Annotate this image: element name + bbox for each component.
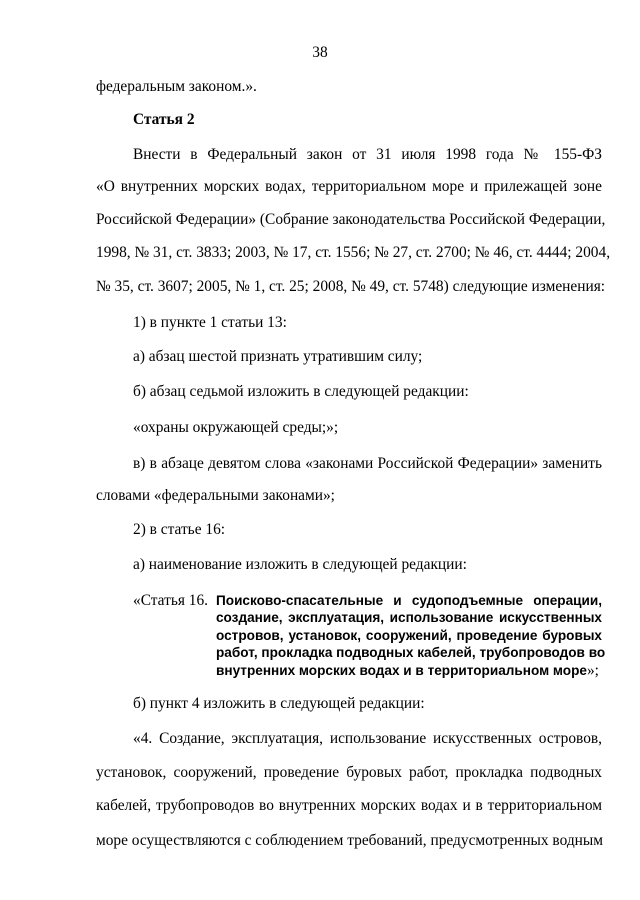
article16-title-line-last [216, 662, 602, 679]
article16-title [216, 592, 606, 679]
paragraph-line: 1998, № 31, ст. 3833; 2003, № 17, ст. 1556; № 27, ст. 2700; № 46, ст. 4444; 2004, [96, 244, 611, 261]
article16-title-line: островов, установок, сооружений, проведение буровых [216, 627, 602, 643]
list-item: а) абзац шестой признать утратившим силу; [133, 348, 423, 365]
paragraph-line: море осуществляются с соблюдением требований, предусмотренных водным [96, 832, 603, 849]
article16-label: «Статья 16. [133, 592, 209, 609]
list-item: б) пункт 4 изложить в следующей редакции: [133, 695, 425, 712]
list-item: 1) в пункте 1 статьи 13: [133, 314, 287, 331]
paragraph-line: словами «федеральными законами»; [96, 487, 335, 504]
article-heading: Статья 2 [133, 111, 195, 128]
paragraph-line: «О внутренних морских водах, территориальном море и прилежащей зоне [96, 178, 602, 195]
paragraph-line: «4. Создание, эксплуатация, использование искусственных островов, [133, 730, 602, 747]
paragraph-line: кабелей, трубопроводов во внутренних морских водах и в территориальном [96, 797, 602, 814]
article16-title-text: внутренних морских водах и в территориальном море [216, 662, 587, 678]
paragraph-line: Российской Федерации» (Собрание законодательства Российской Федерации, [96, 211, 606, 228]
list-item: б) абзац седьмой изложить в следующей редакции: [133, 383, 469, 400]
continuation-line: федеральным законом.». [96, 78, 257, 95]
list-item: в) в абзаце девятом слова «законами Российской Федерации» заменить [133, 455, 602, 472]
article16-title-line: создание, эксплуатация, использование искусственных [216, 610, 602, 626]
list-item: 2) в статье 16: [133, 521, 226, 538]
list-item: а) наименование изложить в следующей редакции: [133, 556, 467, 573]
paragraph-line: Внести в Федеральный закон от 31 июля 1998 года № 155-ФЗ [133, 146, 602, 163]
article16-closing: »; [586, 661, 599, 679]
article16-title-line: работ, прокладка подводных кабелей, трубопроводов во [216, 645, 606, 661]
quote-line: «охраны окружающей среды;»; [133, 419, 339, 436]
paragraph-line: № 35, ст. 3607; 2005, № 1, ст. 25; 2008, № 49, ст. 5748) следующие изменения: [96, 278, 606, 295]
paragraph-line: установок, сооружений, проведение буровых работ, прокладка подводных [96, 764, 602, 781]
page-number: 38 [312, 44, 328, 61]
article16-title-line: Поисково-спасательные и судоподъемные операции, [216, 593, 602, 608]
